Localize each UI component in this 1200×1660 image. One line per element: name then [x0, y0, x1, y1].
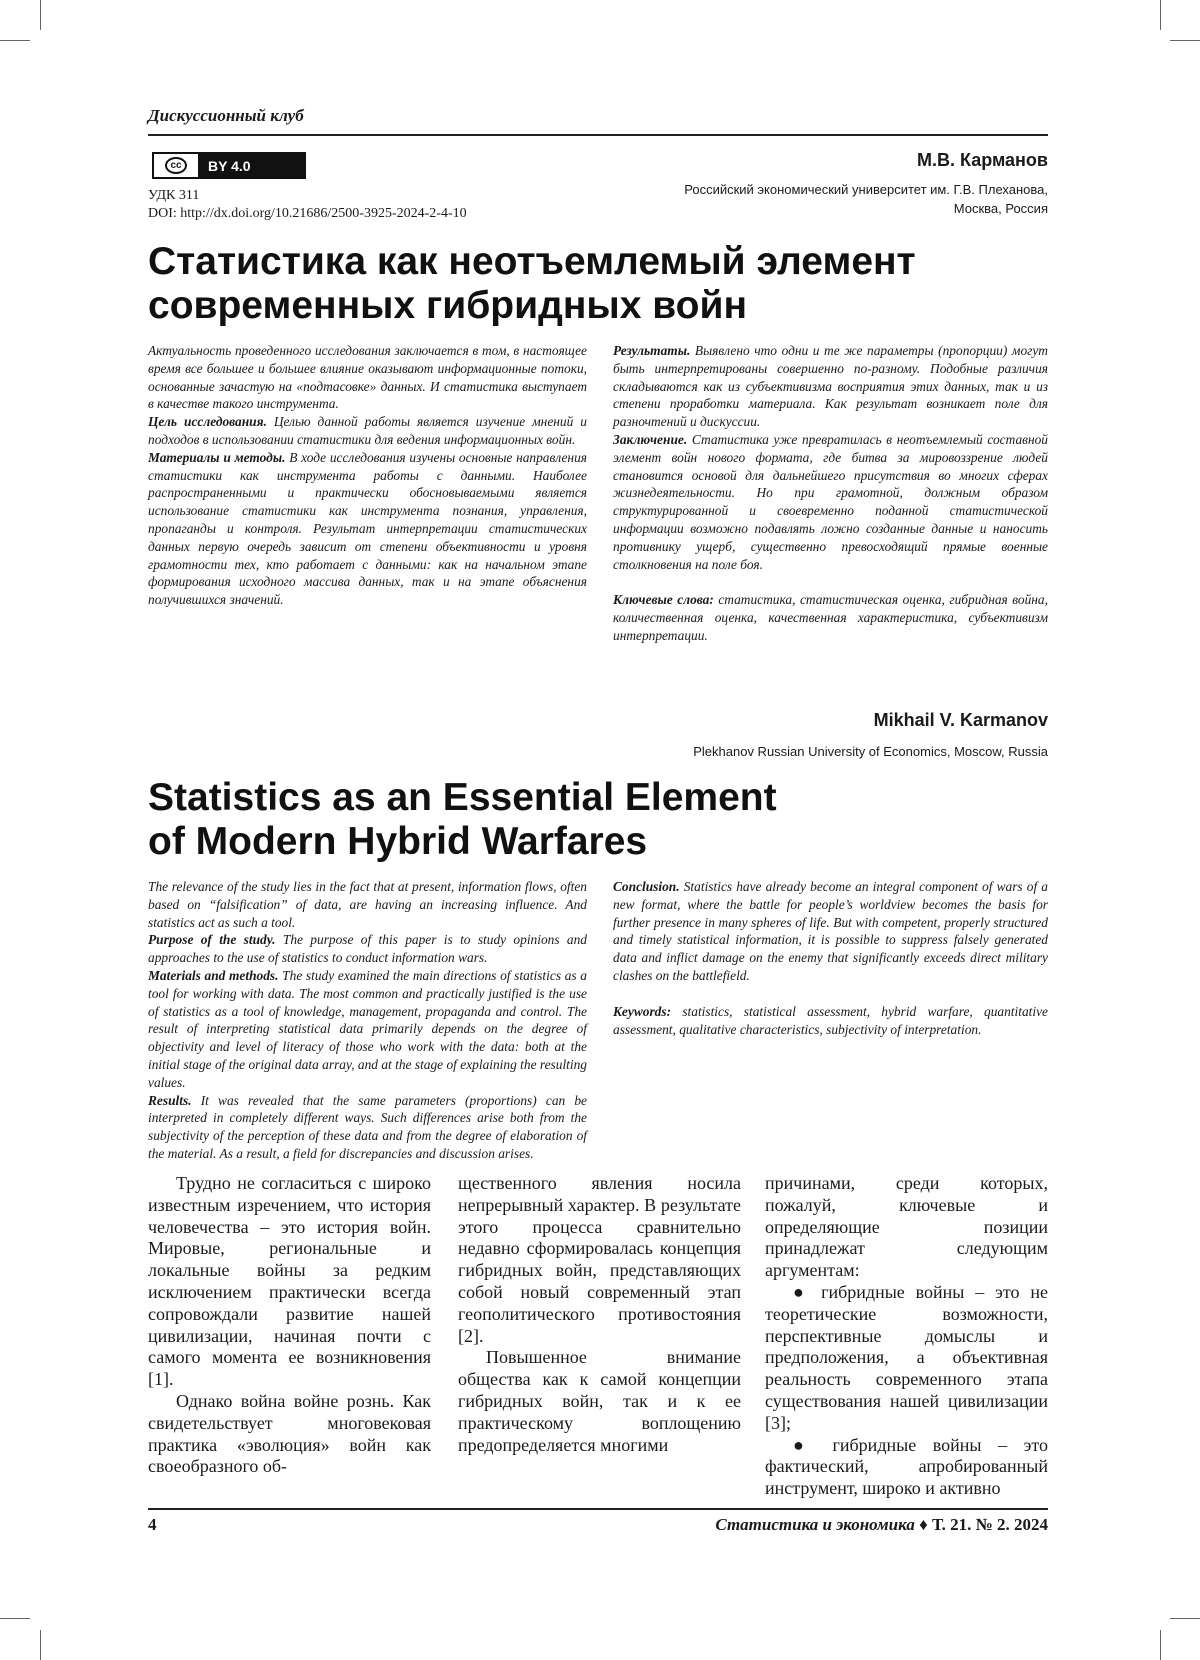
abstract-en-conclusion-text: Statistics have already become an integral component of wars of a new format, where the battle for people’s worldview becomes the basis for further presence in many spheres of life. But with competent, properly structured and timely statistical information, it is possible to suppress falsely generated data and inflict damage on the enemy that significantly exceeds direct military clashes on the battlefield. [613, 879, 1048, 983]
affiliation-en: Plekhanov Russian University of Economics, Moscow, Russia [693, 744, 1048, 759]
abstract-en-left [148, 878, 587, 1163]
title-ru [148, 240, 1048, 328]
body-paragraph: Трудно не согласиться с широко известным изречением, что история человечества – это история войн. Мировые, региональные и локальные войны за редким исключением практически всегда сопровождали развитие нашей цивилизации, начиная почти с самого момента ее возникновения [1]. [148, 1173, 431, 1390]
diamond-icon: ♦ [919, 1515, 928, 1534]
abstract-en-keywords-text: statistics, statistical assessment, hybrid warfare, quantitative assessment, qualitative characteristics, subjectivity of interpretation. [613, 1003, 1048, 1037]
abstract-ru-results-text: Выявлено что одни и те же параметры (пропорции) могут быть интерпретированы совершенно по-разному. Подобные различия складываются как из субъективизма восприятия этих данных, так и из степени проработки материала. Как результат возникает поле для разночтений и дискуссии. [613, 343, 1048, 430]
abstract-ru-right [613, 342, 1048, 645]
crop-mark [0, 1618, 30, 1619]
affiliation-ru-line2: Москва, Россия [953, 201, 1048, 216]
crop-mark [1160, 0, 1161, 30]
crop-mark [40, 0, 41, 30]
crop-mark [0, 40, 30, 41]
body-paragraph: щественного явления носила непрерывный характер. В результате этого процесса сравнительно недавно сформировалась концепция гибридных войн, представляющих собой новый современный этап геополитического противостояния [2]. [458, 1173, 741, 1346]
abstract-ru-keywords-label: Ключевые слова: [613, 592, 714, 608]
abstract-en-purpose-label: Purpose of the study. [148, 932, 276, 948]
page-number: 4 [148, 1515, 157, 1534]
abstract-en-methods-label: Materials and methods. [148, 967, 279, 983]
title-en-line1: Statistics as an Essential Element [148, 776, 777, 819]
body-column-2 [458, 1173, 741, 1456]
body-bullet: ● гибридные войны – это фактический, апробированный инструмент, широко и активно [765, 1434, 1048, 1499]
abstract-en-keywords [613, 1003, 1048, 1039]
abstract-en-methods-text: The study examined the main directions of statistics as a tool for working with data. The most common and practically justified is the use of statistics as a tool of knowledge, management, propaganda and control. The result of interpreting statistical data primarily depends on the degree of objectivity and level of literacy of those who work with the data: both at the initial stage of the original data array, and at the stage of explaining the resulting values. [148, 967, 587, 1090]
journal-name: Статистика и экономика [715, 1515, 915, 1534]
cc-license-badge[interactable] [152, 152, 306, 179]
abstract-en-conclusion [613, 878, 1048, 985]
abstract-ru-relevance: Актуальность проведенного исследования заключается в том, в настоящее время все большее и большее влияние оказывают информационные потоки, основанные зачастую на «подтасовке» данных. И статистика выступает в качестве такого инструмента. [148, 343, 587, 412]
license-label: BY 4.0 [198, 154, 304, 177]
header-rule [148, 134, 1048, 136]
abstract-ru-methods [148, 449, 587, 609]
body-paragraph: Повышенное внимание общества как к самой концепции гибридных войн, так и к ее практическому воплощению предопределяется многими [458, 1347, 741, 1455]
title-en [148, 776, 1048, 864]
abstract-en-relevance: The relevance of the study lies in the fact that at present, information flows, often based on “falsification” of data, are having an increasing influence. And statistics act as such a tool. [148, 879, 587, 930]
abstract-en-results-label: Results. [148, 1092, 192, 1108]
abstract-ru-conclusion-label: Заключение. [613, 431, 688, 447]
abstract-ru-conclusion [613, 431, 1048, 573]
journal-issue: Т. 21. № 2. 2024 [932, 1515, 1048, 1534]
abstract-ru-purpose-text: Целью данной работы является изучение мнений и подходов в использовании статистики для ведения информационных войн. [148, 414, 587, 447]
abstract-ru-results-label: Результаты. [613, 343, 691, 358]
cc-circle: cc [165, 157, 187, 174]
author-name-en: Mikhail V. Karmanov [873, 710, 1048, 730]
spacer [613, 985, 1048, 1003]
crop-mark [40, 1630, 41, 1660]
abstract-ru-left [148, 342, 587, 609]
abstract-ru-conclusion-text: Статистика уже превратилась в неотъемлемый составной элемент войн нового формата, где битва за мировоззрение людей становится основой для дальнейшего присутствия во многих сферах жизнедеятельности. Но при грамотной, должным образом структурированной и своевременно поданной статистической информации возможно подавлять ложно созданные данные и наносить противнику ущерб, существенно превосходящий прямые военные столкновения на поле боя. [613, 431, 1048, 572]
abstract-en-right [613, 878, 1048, 1038]
abstract-en-results-text: It was revealed that the same parameters (proportions) can be interpreted in completely different ways. Such differences arise both from the subjectivity of the perception of these data and from the degree of elaboration of the material. As a result, a field for discrepancies and discussion arises. [148, 1092, 587, 1161]
crop-mark [1170, 40, 1200, 41]
udc-code: УДК 311 [148, 188, 200, 203]
footer-rule [148, 1508, 1048, 1510]
body-column-1 [148, 1173, 431, 1478]
abstract-en-methods [148, 967, 587, 1092]
abstract-ru-purpose-label: Цель исследования. [148, 414, 267, 430]
abstract-en-purpose-text: The purpose of this paper is to study opinions and approaches to the use of statistics to conduct information wars. [148, 932, 587, 966]
abstract-ru-results [613, 342, 1048, 431]
crop-mark [1170, 1618, 1200, 1619]
crop-mark [1160, 1630, 1161, 1660]
section-label: Дискуссионный клуб [148, 106, 304, 125]
abstract-en-results [148, 1092, 587, 1163]
abstract-en-keywords-label: Keywords: [613, 1003, 672, 1019]
title-ru-line1: Статистика как неотъемлемый элемент [148, 240, 916, 283]
affiliation-ru-line1: Российский экономический университет им. Г.В. Плеханова, [684, 182, 1048, 197]
abstract-en-conclusion-label: Conclusion. [613, 879, 680, 894]
author-name-ru: М.В. Карманов [917, 150, 1048, 170]
abstract-ru-methods-label: Материалы и методы. [148, 449, 286, 465]
body-column-3 [765, 1173, 1048, 1500]
abstract-ru-keywords-text: статистика, статистическая оценка, гибридная война, количественная оценка, качественная характеристика, субъективизм интерпретации. [613, 592, 1048, 643]
abstract-en-purpose [148, 931, 587, 967]
title-ru-line2: современных гибридных войн [148, 284, 748, 327]
spacer [613, 573, 1048, 591]
journal-citation [715, 1515, 1048, 1535]
abstract-ru-purpose [148, 413, 587, 449]
title-en-line2: of Modern Hybrid Warfares [148, 820, 648, 863]
body-paragraph: причинами, среди которых, пожалуй, ключевые и определяющие позиции принадлежат следующим аргументам: [765, 1173, 1048, 1281]
cc-logo-icon [154, 154, 198, 177]
body-paragraph: Однако война войне рознь. Как свидетельствует многовековая практика «эволюция» войн как своеобразного об- [148, 1390, 431, 1477]
abstract-ru-methods-text: В ходе исследования изучены основные направления статистики как инструмента работы с данными. Наиболее распространенными и практически обосновываемыми является использование статистики как инструмента познания, управления, пропаганды и контроля. Результат интерпретации статистических данных первую очередь зависит от степени объективности и уровня грамотности тех, кто работает с данными: как на начальном этапе формирования исходного массива данных, так и на этапе объяснения получившихся значений. [148, 449, 587, 608]
doi-link[interactable]: DOI: http://dx.doi.org/10.21686/2500-3925-2024-2-4-10 [148, 206, 467, 221]
body-bullet: ● гибридные войны – это не теоретические возможности, перспективные домыслы и предположения, а объективная реальность современного этапа существования нашей цивилизации [3]; [765, 1281, 1048, 1433]
abstract-ru-keywords [613, 591, 1048, 644]
